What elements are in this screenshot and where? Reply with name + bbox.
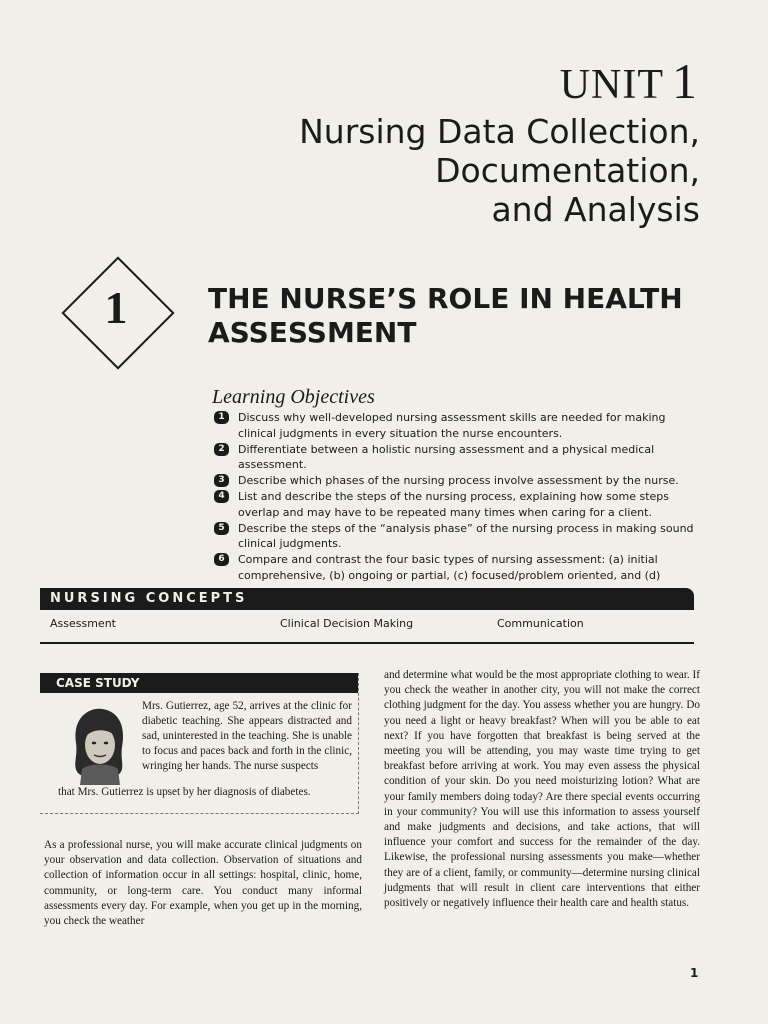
objective-item <box>214 489 704 520</box>
chapter-title <box>208 282 728 350</box>
unit-title <box>299 112 700 229</box>
objective-text: Discuss why well-developed nursing assessment skills are needed for making clinical judgments in every situation the nurse encounters. <box>238 411 666 440</box>
case-study-heading: CASE STUDY <box>40 673 358 693</box>
chapter-title-line: ASSESSMENT <box>208 316 417 349</box>
objective-text: Compare and contrast the four basic types of nursing assessment: (a) initial comprehensive, (b) ongoing or partial, (c) focused/problem oriented, and (d) <box>238 553 661 582</box>
objective-text: Describe which phases of the nursing process involve assessment by the nurse. <box>238 474 679 487</box>
concept-assessment: Assessment <box>50 617 116 630</box>
objective-number: 4 <box>214 490 229 503</box>
chapter-title-line: THE NURSE’S ROLE IN HEALTH <box>208 282 683 315</box>
objective-item <box>214 410 704 441</box>
objective-text: List and describe the steps of the nursing process, explaining how some steps overlap and may have to be repeated many times when caring for a client. <box>238 490 670 519</box>
objective-number: 5 <box>214 522 229 535</box>
unit-number: 1 <box>672 53 698 109</box>
case-study-text-last: that Mrs. Gutierrez is upset by her diagnosis of diabetes. <box>58 786 311 798</box>
unit-title-line: and Analysis <box>491 190 700 229</box>
chapter-number-diamond <box>62 257 170 365</box>
page-number: 1 <box>690 966 699 980</box>
unit-title-line: Nursing Data Collection, <box>299 112 700 151</box>
objective-item <box>214 473 704 489</box>
objective-number: 1 <box>214 411 229 424</box>
objective-number: 3 <box>214 474 229 487</box>
objective-item <box>214 442 704 473</box>
patient-portrait-image <box>66 703 132 785</box>
objective-item <box>214 521 704 552</box>
objective-number: 6 <box>214 553 229 566</box>
unit-title-line: Documentation, <box>435 151 700 190</box>
concept-communication: Communication <box>497 617 584 630</box>
objective-text: Describe the steps of the “analysis phase” of the nursing process in making sound clinical judgments. <box>238 521 694 550</box>
body-text-left-column: As a professional nurse, you will make accurate clinical judgments on your observation and data collection. Observation of situations and collection of information occur in all settings: hospital, clinic, home, community, or long-term care. You conduct many informal assessments every day. For example, when you get up in the morning, you check the weather <box>44 839 362 928</box>
nursing-concepts-box <box>40 588 694 644</box>
unit-heading <box>560 52 698 110</box>
chapter-number: 1 <box>104 282 128 333</box>
case-study-box <box>40 673 359 814</box>
learning-objectives-list <box>214 410 704 599</box>
learning-objectives-heading: Learning Objectives <box>212 386 375 408</box>
objective-text: Differentiate between a holistic nursing assessment and a physical medical assessment. <box>238 442 655 471</box>
concept-clinical-decision-making: Clinical Decision Making <box>280 617 414 630</box>
objective-number: 2 <box>214 443 229 456</box>
unit-label: UNIT <box>559 62 664 108</box>
nursing-concepts-heading: NURSING CONCEPTS <box>40 588 694 610</box>
body-text-right-column: and determine what would be the most appropriate clothing to wear. If you check the weather in another city, you will not make the correct clothing judgment for the day. You assess whether you are hungry. Do you need a light or heavy breakfast? When will you be able to eat next? If you have forgotten that breakfast is being served at the meeting you will be attending, you may waste time trying to get breakfast before arriving at work. You may even assess the physical condition of your skin. Do you need moisturizing lotion? What are your family members doing today? Are there special events occurring in your community? You will use this information to assess yourself and make judgments and decisions, and take actions, that will influence your comfort and success for the remainder of the day. Likewise, the professional nursing assessments you make—whether they are of a client, family, or community—determine nursing clinical judgments that will result in client care interventions that either positively or negatively influence their health care and health status. <box>384 669 700 910</box>
case-study-text: Mrs. Gutierrez, age 52, arrives at the clinic for diabetic teaching. She appears distracted and sad, uninterested in the teaching. She is unable to focus and paces back and forth in the clinic, wringing her hands. The nurse suspects <box>142 700 352 772</box>
